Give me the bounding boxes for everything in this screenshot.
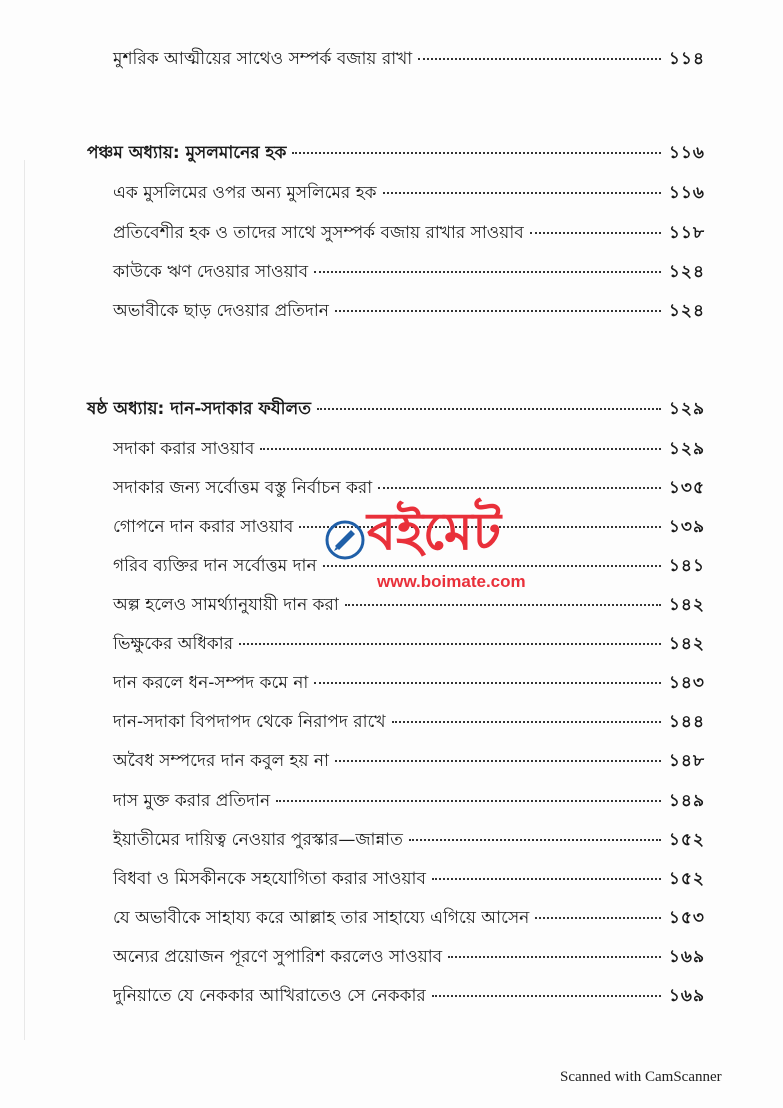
leader-dots: [418, 58, 661, 60]
boimate-watermark: [325, 502, 545, 602]
toc-title: সদাকা করার সাওয়াব: [113, 439, 255, 459]
toc-page-number: ১৪২: [668, 634, 705, 654]
page-edge: [24, 160, 25, 1040]
toc-title: এক মুসলিমের ওপর অন্য মুসলিমের হক: [113, 183, 377, 203]
toc-entry: [113, 220, 705, 248]
watermark-logo-text: বইমেট: [367, 502, 502, 562]
toc-page-number: ১৪২: [668, 595, 705, 615]
toc-title: অভাবীকে ছাড় দেওয়ার প্রতিদান: [113, 301, 329, 321]
toc-entry: [113, 788, 705, 816]
leader-dots: [448, 956, 661, 958]
toc-title: অবৈধ সম্পদের দান কবুল হয় না: [113, 751, 329, 771]
toc-entry: [113, 905, 705, 933]
leader-dots: [317, 408, 661, 410]
toc-title: সদাকার জন্য সর্বোত্তম বস্তু নির্বাচন করা: [113, 478, 373, 498]
leader-dots: [335, 760, 661, 762]
toc-title: মুশরিক আত্মীয়ের সাথেও সম্পর্ক বজায় রাখা: [113, 49, 413, 69]
toc-page-number: ১৫৩: [668, 908, 705, 928]
toc-title: দান-সদাকা বিপদাপদ থেকে নিরাপদ রাখে: [113, 712, 386, 732]
toc-page-number: ১৪৯: [668, 791, 705, 811]
toc-page-number: ১৬৯: [668, 947, 705, 967]
toc-page-number: ১৪১: [668, 556, 705, 576]
toc-page-number: ১৪৪: [668, 712, 705, 732]
scanner-footer: Scanned with CamScanner: [560, 1069, 722, 1085]
leader-dots: [335, 310, 661, 312]
toc-page-number: ১৪৮: [668, 751, 705, 771]
toc-page-number: ১২৪: [668, 262, 705, 282]
toc-entry: [113, 866, 705, 894]
leader-dots: [432, 995, 661, 997]
leader-dots: [314, 682, 661, 684]
toc-page-number: ১৩৯: [668, 517, 705, 537]
watermark-url: www.boimate.com: [377, 572, 526, 591]
toc-title: গোপনে দান করার সাওয়াব: [113, 517, 294, 537]
toc-entry: [113, 180, 705, 208]
leader-dots: [378, 487, 661, 489]
chapter-title: পঞ্চম অধ্যায়: মুসলমানের হক: [87, 143, 287, 163]
toc-page-number: ১৬৯: [668, 986, 705, 1006]
toc-entry: [113, 709, 705, 737]
toc-title: দুনিয়াতে যে নেককার আখিরাতেও সে নেককার: [113, 986, 426, 1006]
leader-dots: [409, 839, 661, 841]
toc-title: যে অভাবীকে সাহায্য করে আল্লাহ তার সাহায্যে এগিয়ে আসেন: [113, 908, 530, 928]
toc-title: অন্যের প্রয়োজন পূরণে সুপারিশ করলেও সাওয়াব: [113, 947, 443, 967]
leader-dots: [292, 152, 661, 154]
toc-page-number: ১২৯: [668, 439, 705, 459]
toc-entry: [113, 827, 705, 855]
leader-dots: [432, 878, 661, 880]
leader-dots: [392, 721, 661, 723]
chapter-title: ষষ্ঠ অধ্যায়: দান-সদাকার ফযীলত: [87, 399, 311, 419]
toc-title: ভিক্ষুকের অধিকার: [113, 634, 234, 654]
toc-title: দান করলে ধন-সম্পদ কমে না: [113, 673, 309, 693]
toc-title: প্রতিবেশীর হক ও তাদের সাথে সুসম্পর্ক বজায় রাখার সাওয়াব: [113, 223, 524, 243]
toc-entry: [113, 436, 705, 464]
toc-title: অল্প হলেও সামর্থ্যানুযায়ী দান করা: [113, 595, 339, 615]
toc-page-number: ১২৯: [668, 399, 705, 419]
toc-page-number: ১৫২: [668, 869, 705, 889]
toc-entry: [113, 259, 705, 287]
toc-page-number: ১১৮: [668, 223, 705, 243]
leader-dots: [260, 448, 661, 450]
toc-entry: [113, 631, 705, 659]
toc-title: ইয়াতীমের দায়িত্ব নেওয়ার পুরস্কার—জান্নাত: [113, 830, 403, 850]
toc-page-number: ১২৪: [668, 301, 705, 321]
leader-dots: [239, 643, 661, 645]
toc-page-number: ১৫২: [668, 830, 705, 850]
toc-page-number: ১১৬: [668, 183, 705, 203]
toc-page-number: ১১৬: [668, 143, 705, 163]
toc-title: দাস মুক্ত করার প্রতিদান: [113, 791, 271, 811]
book-pen-icon: [325, 520, 365, 560]
toc-title: বিধবা ও মিসকীনকে সহযোগিতা করার সাওয়াব: [113, 869, 426, 889]
leader-dots: [383, 192, 661, 194]
toc-entry: [113, 298, 705, 326]
toc-entry: [113, 475, 705, 503]
leader-dots: [345, 604, 661, 606]
leader-dots: [314, 271, 661, 273]
toc-entry: [113, 748, 705, 776]
leader-dots: [535, 917, 661, 919]
toc-chapter: [87, 396, 705, 424]
toc-entry: [113, 670, 705, 698]
toc-page-number: ১১৪: [668, 49, 705, 69]
toc-title: কাউকে ঋণ দেওয়ার সাওয়াব: [113, 262, 309, 282]
toc-chapter: [87, 140, 705, 168]
toc-page-number: ১৩৫: [668, 478, 705, 498]
toc-title: গরিব ব্যক্তির দান সর্বোত্তম দান: [113, 556, 317, 576]
leader-dots: [530, 232, 661, 234]
leader-dots: [276, 800, 661, 802]
toc-entry: [113, 983, 705, 1011]
toc-page-number: ১৪৩: [668, 673, 705, 693]
toc-entry: [113, 944, 705, 972]
toc-entry: [113, 46, 705, 74]
